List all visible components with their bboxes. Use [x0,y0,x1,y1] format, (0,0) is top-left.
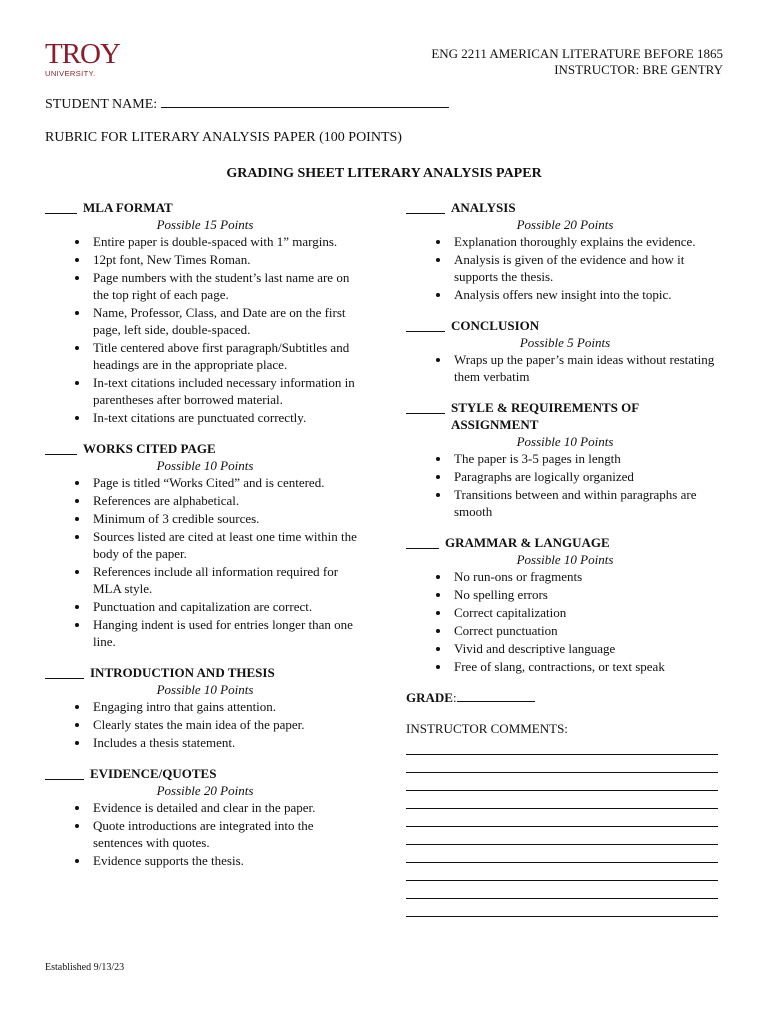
grade-row [406,689,724,706]
course-title: ENG 2211 AMERICAN LITERATURE BEFORE 1865 [431,46,723,61]
section-title: CONCLUSION [451,318,540,333]
comments-area[interactable] [406,737,724,917]
section-introduction-thesis [45,664,365,751]
section-heading [45,199,365,216]
criteria-item: • Page is titled “Works Cited” and is centered. [90,474,365,491]
criteria-item: • Engaging intro that gains attention. [90,698,365,715]
section-points: Possible 5 Points [519,335,611,350]
grade-blank[interactable] [457,689,535,702]
logo-wordmark: TROY [45,38,120,70]
grade-label: GRADE [406,690,453,705]
criteria-item: • References are alphabetical. [90,492,365,509]
section-title: INTRODUCTION AND THESIS [90,665,275,680]
section-points: Possible 10 Points [516,552,614,567]
criteria-item: • In-text citations are punctuated correctly. [90,409,365,426]
criteria-item: • Correct punctuation [451,622,724,639]
criteria-item: • Sources listed are cited at least one time within the body of the paper. [90,528,365,562]
section-title: STYLE & REQUIREMENTS OF ASSIGNMENT [451,400,639,432]
section-points: Possible 20 Points [516,217,614,232]
criteria-list [45,233,365,426]
section-title: EVIDENCE/QUOTES [90,766,217,781]
section-points: Possible 10 Points [516,434,614,449]
criteria-item: • Evidence is detailed and clear in the paper. [90,799,365,816]
criteria-item: • References include all information required for MLA style. [90,563,365,597]
score-blank[interactable] [45,199,77,214]
student-name-label: STUDENT NAME: [45,97,158,112]
criteria-item: • Vivid and descriptive language [451,640,724,657]
section-heading [45,440,365,457]
section-conclusion [406,317,724,385]
section-title: ANALYSIS [451,200,516,215]
comment-line[interactable] [406,809,718,827]
criteria-list [406,233,724,303]
criteria-item: • Analysis offers new insight into the topic. [451,286,724,303]
criteria-item: • Correct capitalization [451,604,724,621]
criteria-item: • Paragraphs are logically organized [451,468,724,485]
section-points: Possible 20 Points [156,783,254,798]
criteria-item: • Wraps up the paper’s main ideas without restating them verbatim [451,351,724,385]
criteria-list [406,351,724,385]
criteria-item: • The paper is 3-5 pages in length [451,450,724,467]
comment-line[interactable] [406,827,718,845]
criteria-item: • Punctuation and capitalization are correct. [90,598,365,615]
criteria-list [45,474,365,650]
criteria-item: • Quote introductions are integrated into the sentences with quotes. [90,817,365,851]
comment-line[interactable] [406,773,718,791]
section-mla-format [45,199,365,426]
sheet-title: GRADING SHEET LITERARY ANALYSIS PAPER [226,166,542,181]
criteria-item: • No run-ons or fragments [451,568,724,585]
criteria-item: • Minimum of 3 credible sources. [90,510,365,527]
logo-subtitle: UNIVERSITY. [45,69,96,78]
comment-line[interactable] [406,845,718,863]
course-info [431,46,723,78]
troy-university-logo [45,38,120,78]
section-style-requirements [406,399,724,520]
criteria-item: • Hanging indent is used for entries longer than one line. [90,616,365,650]
section-grammar-language [406,534,724,675]
criteria-item: • Transitions between and within paragraphs are smooth [451,486,724,520]
right-column [406,199,724,917]
score-blank[interactable] [406,199,445,214]
section-title: GRAMMAR & LANGUAGE [445,535,610,550]
criteria-item: • 12pt font, New Times Roman. [90,251,365,268]
section-points: Possible 10 Points [156,682,254,697]
section-heading [406,199,724,216]
comment-line[interactable] [406,863,718,881]
section-heading [45,765,365,782]
section-evidence-quotes [45,765,365,869]
criteria-item: • Includes a thesis statement. [90,734,365,751]
section-heading [406,399,724,433]
criteria-list [406,568,724,675]
established-date: Established 9/13/23 [45,962,125,973]
criteria-item: • Title centered above first paragraph/Subtitles and headings are in the appropriate place. [90,339,365,373]
criteria-item: • Entire paper is double-spaced with 1” margins. [90,233,365,250]
section-heading [406,534,724,551]
criteria-list [45,799,365,869]
criteria-item: • In-text citations included necessary information in parentheses after borrowed material. [90,374,365,408]
score-blank[interactable] [406,399,445,414]
section-works-cited [45,440,365,650]
student-name-blank[interactable] [161,95,449,108]
criteria-list [406,450,724,520]
comment-line[interactable] [406,899,718,917]
score-blank[interactable] [45,664,84,679]
criteria-item: • Name, Professor, Class, and Date are on the first page, left side, double-spaced. [90,304,365,338]
criteria-item: • Free of slang, contractions, or text speak [451,658,724,675]
score-blank[interactable] [406,534,439,549]
student-name-row [45,95,449,113]
comment-line[interactable] [406,791,718,809]
grade-colon: : [452,690,457,705]
criteria-item: • Evidence supports the thesis. [90,852,365,869]
criteria-item: • Analysis is given of the evidence and how it supports the thesis. [451,251,724,285]
left-column [45,199,365,883]
instructor-name: INSTRUCTOR: BRE GENTRY [554,62,723,77]
score-blank[interactable] [45,765,84,780]
score-blank[interactable] [406,317,445,332]
score-blank[interactable] [45,440,77,455]
section-points: Possible 15 Points [156,217,254,232]
section-points: Possible 10 Points [156,458,254,473]
section-title: WORKS CITED PAGE [83,441,216,456]
criteria-item: • No spelling errors [451,586,724,603]
section-heading [406,317,724,334]
comment-line[interactable] [406,755,718,773]
criteria-item: • Clearly states the main idea of the paper. [90,716,365,733]
section-heading [45,664,365,681]
criteria-item: • Page numbers with the student’s last name are on the top right of each page. [90,269,365,303]
section-title: MLA FORMAT [83,200,173,215]
section-analysis [406,199,724,303]
criteria-list [45,698,365,751]
criteria-item: • Explanation thoroughly explains the evidence. [451,233,724,250]
comment-line[interactable] [406,881,718,899]
comment-line[interactable] [406,737,718,755]
comments-label: INSTRUCTOR COMMENTS: [406,721,568,736]
rubric-title: RUBRIC FOR LITERARY ANALYSIS PAPER (100 POINTS) [45,130,402,145]
